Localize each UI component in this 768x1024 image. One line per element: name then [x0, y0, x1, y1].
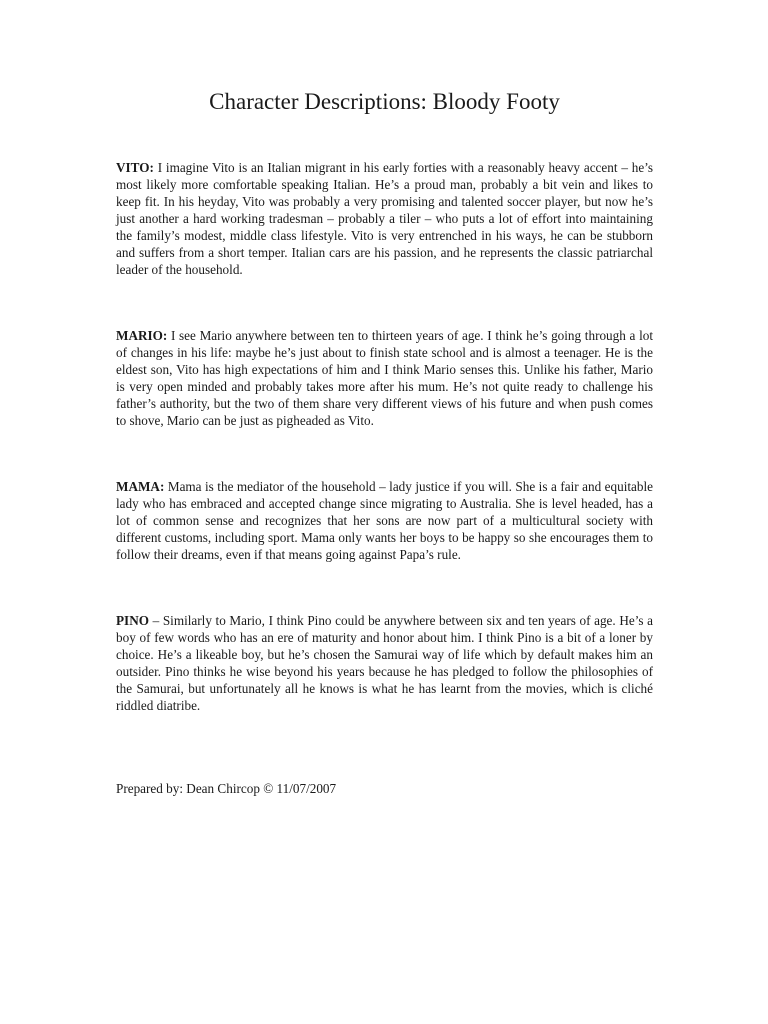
- character-description-mama: Mama is the mediator of the household – lady justice if you will. She is a fair and equitable lady who has embraced and accepted change since migrating to Australia. She is level headed, has a lot of common sense and recognizes that her sons are now part of a multicultural society with different customs, including sport. Mama only wants her boys to be happy so she encourages them to follow their dreams, even if that means going against Papa’s rule.: [116, 479, 653, 562]
- prepared-by-footer: Prepared by: Dean Chircop © 11/07/2007: [116, 781, 337, 796]
- character-name-mama: MAMA:: [116, 479, 165, 494]
- character-name-vito: VITO:: [116, 160, 154, 175]
- character-paragraph-vito: [116, 159, 653, 278]
- character-description-vito: I imagine Vito is an Italian migrant in his early forties with a reasonably heavy accent – he’s most likely more comfortable speaking Italian. He’s a proud man, probably a bit vein and likes to keep fit. In his heyday, Vito was probably a very promising and talented soccer player, but now he’s just another a hard working tradesman – probably a tiler – who puts a lot of effort into maintaining the family’s modest, middle class lifestyle. Vito is very entrenched in his ways, he can be stubborn and suffers from a short temper. Italian cars are his passion, and he represents the classic patriarchal leader of the household.: [116, 160, 653, 277]
- character-name-pino: PINO: [116, 613, 149, 628]
- character-paragraph-pino: [116, 612, 653, 714]
- character-paragraph-mario: [116, 327, 653, 429]
- character-description-mario: I see Mario anywhere between ten to thirteen years of age. I think he’s going through a lot of changes in his life: maybe he’s just about to finish state school and is almost a teenager. He is the eldest son, Vito has high expectations of him and I think Mario senses this. Unlike his father, Mario is very open minded and probably takes more after his mum. He’s not quite ready to challenge his father’s authority, but the two of them share very different views of his future and when push comes to shove, Mario can be just as pigheaded as Vito.: [116, 328, 653, 428]
- character-paragraph-mama: [116, 478, 653, 563]
- document-title: Character Descriptions: Bloody Footy: [209, 89, 560, 114]
- character-name-mario: MARIO:: [116, 328, 168, 343]
- character-description-pino: – Similarly to Mario, I think Pino could be anywhere between six and ten years of age. He’s a boy of few words who has an ere of maturity and honor about him. I think Pino is a bit of a loner by choice. He’s a likeable boy, but he’s chosen the Samurai way of life which by default makes him an outsider. Pino thinks he wise beyond his years because he has pledged to follow the philosophies of the Samurai, but unfortunately all he knows is what he has learnt from the movies, which is cliché riddled diatribe.: [116, 613, 653, 713]
